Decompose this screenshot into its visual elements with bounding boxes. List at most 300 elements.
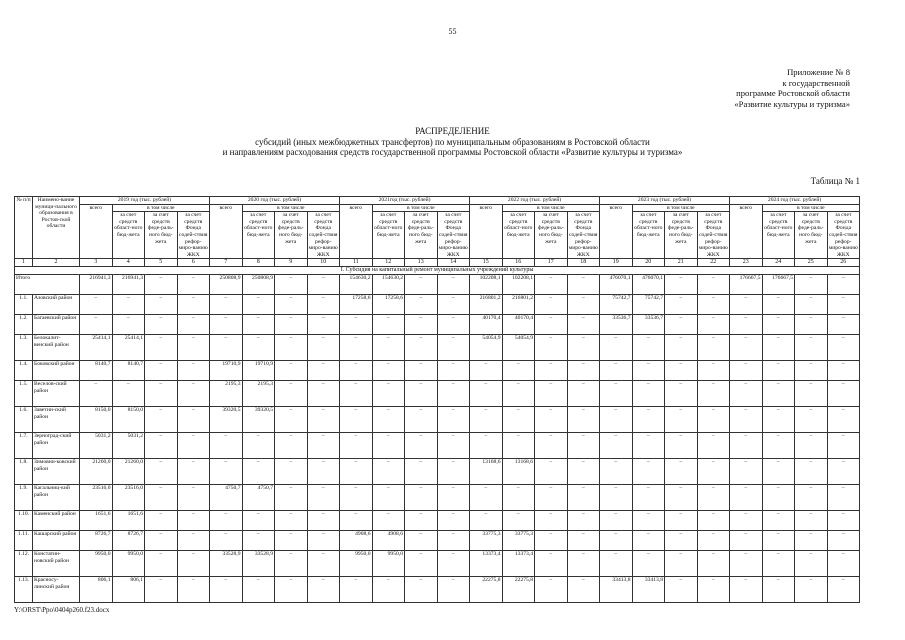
table-cell: – [665,406,698,432]
table-cell: – [275,432,308,458]
table-cell: – [437,576,470,602]
appendix-line: программе Ростовской области [736,88,850,98]
municipality-name: Зерноград-ский район [33,432,80,458]
header-funding-source: за счет средств Фонда содей-ствия рефор-миро-ванию ЖКХ [698,212,728,258]
table-cell: – [470,380,503,406]
header-total: всего [470,204,503,259]
table-cell: – [762,360,795,380]
table-cell: – [762,380,795,406]
table-cell: – [697,530,730,550]
document-subtitle: субсидий (иных межбюджетных трансфертов) по муниципальным образованиям в Ростовской области [255,136,650,147]
row-number: 1.8. [15,458,33,484]
column-number: 16 [502,259,535,267]
table-cell: 40170,4 [470,314,503,334]
table-cell: – [665,294,698,314]
table-cell: 54054,9 [470,334,503,360]
table-cell: 102208,1 [470,274,503,294]
table-cell: – [177,432,210,458]
table-cell: 8150,0 [112,406,145,432]
table-cell: 9950,0 [80,550,113,576]
table-cell: – [177,294,210,314]
table-cell: – [535,458,568,484]
table-cell: – [795,406,828,432]
table-cell: 33413,8 [600,576,633,602]
table-cell: – [665,458,698,484]
table-cell: – [145,360,178,380]
table-cell: – [405,530,438,550]
table-cell: – [600,360,633,380]
table-cell: – [567,274,600,294]
table-cell: – [502,432,535,458]
table-row [15,576,860,602]
table-cell: – [210,458,243,484]
table-cell: – [535,550,568,576]
column-number: 11 [340,259,373,267]
row-number: 1.4. [15,360,33,380]
document-subtitle: и направлениям расходования средств государственной программы Ростовской области «Развитие культуры и туризма» [222,147,683,158]
table-cell: – [535,360,568,380]
municipality-name: Зимовни-ковский район [33,458,80,484]
table-cell: 216941,3 [80,274,113,294]
table-cell: – [665,510,698,530]
table-cell: – [535,334,568,360]
table-cell: 9950,0 [112,550,145,576]
table-cell: – [632,406,665,432]
table-cell: – [632,360,665,380]
table-cell: – [827,530,860,550]
table-cell: – [535,576,568,602]
table-cell: 33536,7 [632,314,665,334]
table-cell: – [762,550,795,576]
table-cell: – [145,530,178,550]
table-cell: 75742,7 [632,294,665,314]
table-cell: – [405,432,438,458]
table-cell: – [177,530,210,550]
table-cell: – [697,360,730,380]
table-cell: – [210,510,243,530]
table-cell: – [762,484,795,510]
header-including: в том числе [372,204,470,212]
appendix-line: «Развитие культуры и туризма» [734,98,850,109]
table-cell: – [697,294,730,314]
header-funding-source: за счет средств Фонда содей-ствия рефор-миро-ванию ЖКХ [438,212,468,258]
header-including: в том числе [762,204,860,212]
appendix-line: к государственной [782,77,850,88]
table-cell: – [340,576,373,602]
column-number: 3 [80,259,113,267]
row-number: 1.6. [15,406,33,432]
table-cell: – [827,576,860,602]
table-cell: – [535,380,568,406]
table-cell: – [307,510,340,530]
column-number: 5 [145,259,178,267]
column-number-row [15,259,860,267]
column-number: 14 [437,259,470,267]
table-cell: – [697,432,730,458]
table-cell: – [665,360,698,380]
table-row [15,380,860,406]
table-cell: – [730,334,763,360]
table-cell: 25414,1 [80,334,113,360]
table-cell: – [730,406,763,432]
table-cell: – [242,334,275,360]
table-cell: – [210,334,243,360]
table-cell: – [112,314,145,334]
table-cell: – [470,406,503,432]
table-cell: – [177,458,210,484]
table-cell: – [242,530,275,550]
column-number: 6 [177,259,210,267]
row-number: 1.11. [15,530,33,550]
table-cell: – [730,510,763,530]
header-funding-source: за счет средств Фонда содей-ствия рефор-миро-ванию ЖКХ [308,212,338,258]
table-cell: – [827,380,860,406]
table-cell: – [762,406,795,432]
table-cell: – [307,576,340,602]
table-cell: – [567,380,600,406]
header-total: всего [600,204,633,259]
table-cell: – [730,314,763,334]
header-year: 2022 год (тыс. рублей) [470,197,600,205]
table-cell: – [275,576,308,602]
table-cell: 33775,3 [470,530,503,550]
table-cell: – [567,360,600,380]
column-number: 22 [697,259,730,267]
table-cell: 40170,4 [502,314,535,334]
table-cell: – [762,334,795,360]
table-cell: – [405,274,438,294]
municipality-name: Констатин-новский район [33,550,80,576]
table-cell: – [242,510,275,530]
table-cell: – [340,360,373,380]
header-funding-source: за счет средств област-ного бюд-жета [242,212,275,259]
table-cell: – [697,334,730,360]
table-cell: – [372,458,405,484]
table-cell: – [632,334,665,360]
table-cell: – [827,484,860,510]
table-cell: – [567,530,600,550]
table-cell: – [145,484,178,510]
table-cell: – [372,334,405,360]
table-cell: – [600,510,633,530]
header-funding-source: за счет средств феде-раль-ного бюд-жета [795,212,828,259]
row-number: 1.2. [15,314,33,334]
table-cell: – [795,458,828,484]
table-cell: – [632,530,665,550]
table-cell: 13373,4 [470,550,503,576]
table-cell: – [567,406,600,432]
table-cell: – [145,406,178,432]
table-cell: 19710,9 [242,360,275,380]
table-cell: 4908,6 [340,530,373,550]
header-total: всего [80,204,113,259]
row-number: 1.1. [15,294,33,314]
table-cell: – [405,458,438,484]
table-cell: 5031,2 [80,432,113,458]
table-cell: 13168,6 [502,458,535,484]
table-cell: – [80,294,113,314]
header-funding-source: за счет средств област-ного бюд-жета [632,212,665,259]
table-cell: 154630,2 [372,274,405,294]
municipality-name: Белокалит-венский район [33,334,80,360]
table-cell: – [145,380,178,406]
table-cell: 4750,7 [210,484,243,510]
header-funding-source: за счет средств феде-раль-ного бюд-жета [145,212,178,259]
table-cell: – [535,274,568,294]
table-cell: – [275,484,308,510]
table-cell: – [470,432,503,458]
table-cell: – [567,550,600,576]
table-cell: – [827,294,860,314]
header-row [15,197,860,205]
table-row [15,510,860,530]
table-cell: – [145,334,178,360]
table-cell: – [437,334,470,360]
table-cell: 8726,7 [80,530,113,550]
column-number: 8 [242,259,275,267]
table-cell: 17258,6 [340,294,373,314]
column-number: 15 [470,259,503,267]
table-cell: – [177,274,210,294]
section-row [15,267,860,275]
municipality-name: Заветин-ский район [33,406,80,432]
table-cell: – [307,360,340,380]
column-number: 1 [15,259,33,267]
table-cell: – [567,484,600,510]
table-cell: – [340,484,373,510]
table-cell: – [145,314,178,334]
total-row [15,274,860,294]
table-row [15,458,860,484]
table-cell: – [665,576,698,602]
table-cell: – [437,530,470,550]
municipality-name: Красносу-линский район [33,576,80,602]
table-cell: – [242,576,275,602]
column-number: 23 [730,259,763,267]
table-cell: – [535,406,568,432]
table-cell: 25414,1 [112,334,145,360]
file-path-footer: Y:\ORST\Ppo\0404p260.f23.docx [14,606,110,614]
document-title: РАСПРЕДЕЛЕНИЕ [415,126,490,136]
table-cell: – [502,380,535,406]
table-cell: – [632,458,665,484]
row-number: 1.5. [15,380,33,406]
table-cell: – [665,380,698,406]
table-cell: 806,1 [80,576,113,602]
table-cell: 5031,2 [112,432,145,458]
table-cell: – [665,314,698,334]
table-cell: 176667,5 [730,274,763,294]
table-cell: – [762,510,795,530]
table-cell: – [437,432,470,458]
table-cell: – [762,458,795,484]
municipality-name: Азовский район [33,294,80,314]
table-cell: – [145,458,178,484]
table-cell: – [275,458,308,484]
table-cell: – [145,550,178,576]
column-number: 9 [275,259,308,267]
table-cell: – [730,550,763,576]
table-cell: – [535,530,568,550]
table-cell: – [665,334,698,360]
table-cell: – [730,484,763,510]
row-number: 1.13. [15,576,33,602]
table-cell: – [307,334,340,360]
table-cell: – [372,314,405,334]
header-including: в том числе [112,204,210,212]
table-cell: – [275,380,308,406]
table-cell: – [795,576,828,602]
table-cell: – [502,360,535,380]
table-cell: – [145,432,178,458]
table-cell: – [210,314,243,334]
table-cell: 39320,5 [242,406,275,432]
document-heading [0,126,905,158]
table-cell: – [307,550,340,576]
table-row [15,360,860,380]
table-cell: – [177,406,210,432]
table-cell: – [275,406,308,432]
table-cell: – [275,314,308,334]
table-cell: – [567,458,600,484]
table-cell: – [535,484,568,510]
header-year: 2023 год (тыс. рублей) [600,197,730,205]
table-cell: – [795,294,828,314]
table-cell: – [795,274,828,294]
table-cell: – [275,334,308,360]
table-cell: – [340,314,373,334]
table-cell: – [145,274,178,294]
table-cell: – [730,458,763,484]
table-cell: – [437,274,470,294]
header-row [15,204,860,212]
table-cell: – [307,380,340,406]
table-row [15,432,860,458]
table-cell: – [112,380,145,406]
table-cell: – [567,576,600,602]
header-number: № п/п [15,197,33,259]
table-cell: – [600,550,633,576]
table-cell: – [730,576,763,602]
table-cell: – [470,360,503,380]
header-funding-source: за счет средств феде-раль-ного бюд-жета [275,212,308,259]
table-cell: – [665,432,698,458]
table-cell: – [437,314,470,334]
table-cell: – [795,510,828,530]
table-cell: – [242,314,275,334]
table-cell: – [567,432,600,458]
row-number: 1.3. [15,334,33,360]
table-cell: – [600,406,633,432]
header-including: в том числе [242,204,340,212]
table-cell: 476070,1 [600,274,633,294]
table-cell: – [470,484,503,510]
table-cell: – [567,314,600,334]
row-number: 1.9. [15,484,33,510]
table-cell: – [730,530,763,550]
table-cell: 13168,6 [470,458,503,484]
table-cell: – [275,510,308,530]
table-cell: – [275,530,308,550]
table-cell: – [210,294,243,314]
table-cell: 216801,2 [470,294,503,314]
table-cell: 13373,4 [502,550,535,576]
column-number: 17 [535,259,568,267]
table-cell: – [795,530,828,550]
table-cell: – [405,510,438,530]
table-cell: 4750,7 [242,484,275,510]
header-year: 2021год (тыс. рублей) [340,197,470,205]
table-cell: – [762,576,795,602]
table-cell: – [795,360,828,380]
table-cell: – [372,576,405,602]
header-including: в том числе [502,204,600,212]
table-cell: – [535,314,568,334]
appendix-line: Приложение № 8 [787,67,850,77]
table-cell: – [307,314,340,334]
table-cell: – [145,510,178,530]
table-cell: – [762,530,795,550]
table-cell: – [372,380,405,406]
column-number: 26 [827,259,860,267]
municipality-name: Боковский район [33,360,80,380]
table-cell: – [697,458,730,484]
table-row [15,484,860,510]
table-cell: – [372,432,405,458]
table-cell: 21260,0 [112,458,145,484]
table-cell: – [340,406,373,432]
table-cell: – [665,274,698,294]
header-funding-source: за счет средств Фонда содей-ствия рефор-миро-ванию ЖКХ [178,212,208,258]
header-municipality: Наимено-вание муници-пального образования в Ростов-ской области [33,197,80,259]
table-cell: – [177,314,210,334]
table-cell: – [827,432,860,458]
table-cell: – [762,432,795,458]
row-number: 1.12. [15,550,33,576]
table-cell: – [730,432,763,458]
table-cell: – [372,484,405,510]
table-cell: – [405,550,438,576]
table-cell: – [827,334,860,360]
table-cell: 17258,6 [372,294,405,314]
header-funding-source: за счет средств област-ного бюд-жета [112,212,145,259]
table-cell: – [470,510,503,530]
table-cell: – [632,550,665,576]
table-cell: 33775,3 [502,530,535,550]
table-cell: – [437,550,470,576]
municipality-name: Веселов-ский район [33,380,80,406]
table-cell: – [827,510,860,530]
table-cell: 54054,9 [502,334,535,360]
table-cell: 22275,8 [470,576,503,602]
table-row [15,314,860,334]
table-cell: – [437,380,470,406]
header-funding-source: за счет средств област-ного бюд-жета [502,212,535,259]
table-cell: – [697,380,730,406]
table-cell: – [632,484,665,510]
table-cell: – [665,484,698,510]
table-cell: – [665,530,698,550]
table-cell: – [405,484,438,510]
table-row [15,334,860,360]
table-cell: 23516,0 [112,484,145,510]
table-cell: – [437,406,470,432]
table-cell: – [177,550,210,576]
municipality-name: Кагальниц-кий район [33,484,80,510]
distribution-table [14,196,860,603]
header-funding-source: за счет средств Фонда содей-ствия рефор-миро-ванию ЖКХ [828,212,858,258]
table-cell: – [795,484,828,510]
